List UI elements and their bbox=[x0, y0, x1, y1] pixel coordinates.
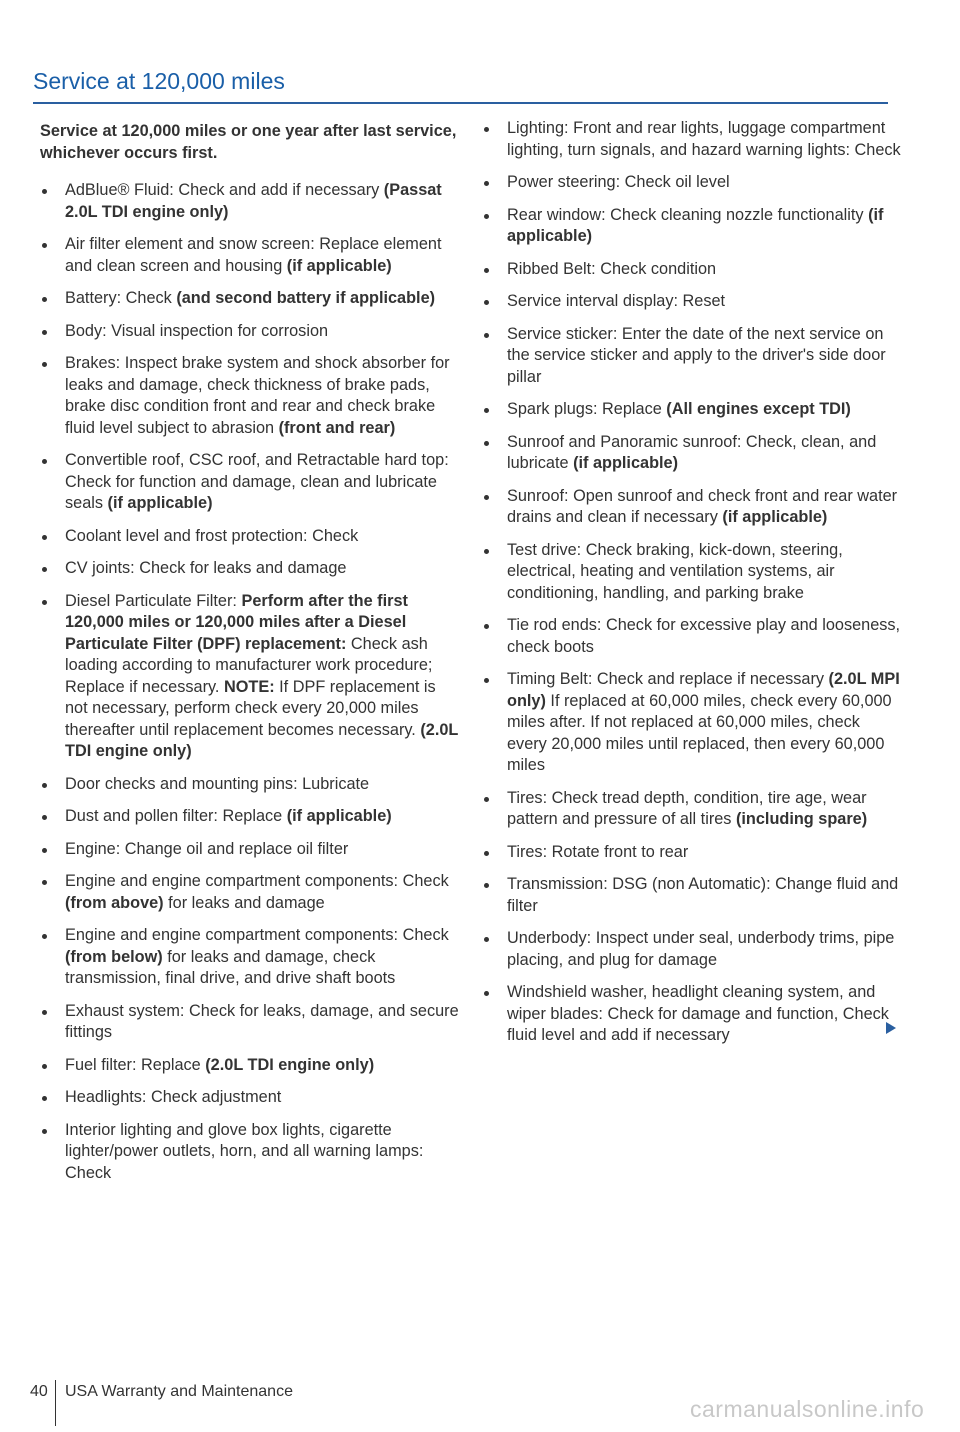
item-text: Coolant level and frost protection: Check bbox=[65, 526, 359, 545]
right-column bbox=[482, 118, 904, 1058]
title-divider bbox=[33, 102, 888, 104]
item-text: Fuel filter: Replace bbox=[65, 1055, 206, 1074]
item-emphasis: (if applicable) bbox=[286, 807, 392, 825]
item-text: Interior lighting and glove box lights, cigarette lighter/power outlets, horn, and all warning lamps: Check bbox=[65, 1120, 424, 1182]
checklist-item bbox=[482, 324, 904, 389]
item-text: Tires: Rotate front to rear bbox=[507, 842, 689, 861]
checklist-item bbox=[482, 982, 904, 1047]
continue-arrow-icon bbox=[886, 1022, 896, 1034]
item-text: Battery: Check bbox=[65, 289, 177, 307]
item-text: Sunroof and Panoramic sunroof: Check, clean, and lubricate bbox=[507, 432, 877, 472]
item-text: Ribbed Belt: Check condition bbox=[507, 259, 717, 278]
checklist-item bbox=[40, 321, 462, 343]
checklist-item bbox=[40, 806, 462, 828]
item-text: Sunroof: Open sunroof and check front and rear water drains and clean if necessary bbox=[507, 486, 898, 526]
item-emphasis: (All engines except TDI) bbox=[666, 400, 851, 418]
page-title: Service at 120,000 miles bbox=[33, 68, 285, 94]
item-text: If DPF replacement is not necessary, perform check every 20,000 miles thereafter until replacement becomes necessary. bbox=[65, 677, 436, 739]
item-text: Rear window: Check cleaning nozzle functionality bbox=[507, 205, 869, 224]
item-text: Engine: Change oil and replace oil filter bbox=[65, 839, 349, 858]
checklist-item bbox=[482, 399, 904, 421]
checklist-item bbox=[482, 259, 904, 281]
checklist-item bbox=[482, 118, 904, 161]
item-emphasis: (if applicable) bbox=[286, 256, 392, 275]
item-text: Engine and engine compartment components: Check bbox=[65, 872, 449, 890]
right-item-list bbox=[482, 118, 904, 1047]
item-text: Dust and pollen filter: Replace bbox=[65, 807, 287, 825]
checklist-item bbox=[40, 774, 462, 796]
item-emphasis: (if applicable) bbox=[722, 508, 828, 526]
checklist-item bbox=[40, 288, 462, 310]
item-emphasis: (if applicable) bbox=[573, 454, 679, 472]
item-text: Tires: Check tread depth, condition, tire age, wear pattern and pressure of all tires bbox=[507, 788, 867, 828]
item-text: Diesel Particulate Filter: bbox=[65, 591, 242, 610]
checklist-item bbox=[40, 871, 462, 914]
checklist-item bbox=[482, 432, 904, 475]
item-text: for leaks and damage bbox=[163, 893, 325, 912]
item-emphasis: NOTE: bbox=[223, 677, 275, 696]
footer-divider bbox=[55, 1380, 56, 1426]
item-emphasis: (2.0L MPI only) bbox=[507, 670, 900, 710]
item-text: AdBlue® Fluid: Check and add if necessary bbox=[65, 181, 384, 199]
page-number: 40 bbox=[30, 1383, 48, 1400]
checklist-item bbox=[482, 540, 904, 605]
checklist-item bbox=[482, 874, 904, 917]
item-text: Brakes: Inspect brake system and shock absorber for leaks and damage, check thickness of brake pads, brake disc condition front and rear and check brake fluid level subject to abrasion bbox=[65, 354, 450, 437]
footer-title: USA Warranty and Maintenance bbox=[65, 1383, 293, 1400]
checklist-item bbox=[482, 172, 904, 194]
item-emphasis: (and second battery if applicable) bbox=[176, 289, 436, 307]
item-text: CV joints: Check for leaks and damage bbox=[65, 559, 347, 577]
checklist-item bbox=[482, 928, 904, 971]
checklist-item bbox=[40, 526, 462, 548]
item-text: Air filter element and snow screen: Replace element and clean screen and housing bbox=[65, 235, 442, 275]
checklist-item bbox=[40, 558, 462, 580]
checklist-item bbox=[40, 1055, 462, 1077]
checklist-item bbox=[40, 839, 462, 861]
item-emphasis: (if applicable) bbox=[107, 494, 213, 512]
item-emphasis: Perform after the first 120,000 miles or 120,000 miles after a Diesel Particulate Filter (DPF) replacement: bbox=[65, 591, 408, 653]
checklist-item bbox=[40, 353, 462, 439]
item-text: Windshield washer, headlight cleaning system, and wiper blades: Check for damage and function, Check fluid level and add if necessary bbox=[507, 983, 889, 1044]
item-text: Test drive: Check braking, kick-down, steering, electrical, heating and ventilation systems, air conditioning, handling, and parking brake bbox=[507, 540, 843, 602]
item-text: Underbody: Inspect under seal, underbody trims, pipe placing, and plug for damage bbox=[507, 929, 895, 969]
item-text: Service sticker: Enter the date of the next service on the service sticker and apply to the driver's side door pillar bbox=[507, 324, 886, 386]
checklist-item bbox=[482, 205, 904, 248]
checklist-item bbox=[40, 450, 462, 515]
item-text: for leaks and damage, check transmission, final drive, and drive shaft boots bbox=[65, 947, 396, 987]
checklist-item bbox=[40, 180, 462, 223]
item-emphasis: (2.0L TDI engine only) bbox=[65, 720, 459, 760]
item-text: Timing Belt: Check and replace if necessary bbox=[507, 670, 829, 688]
item-text: Tie rod ends: Check for excessive play and looseness, check boots bbox=[507, 616, 901, 656]
item-text: Engine and engine compartment components: Check bbox=[65, 926, 449, 944]
checklist-item bbox=[482, 291, 904, 313]
checklist-item bbox=[482, 842, 904, 864]
item-emphasis: (from below) bbox=[65, 947, 163, 966]
checklist-item bbox=[40, 591, 462, 763]
checklist-item bbox=[482, 669, 904, 777]
item-text: Lighting: Front and rear lights, luggage compartment lighting, turn signals, and hazard warning lights: Check bbox=[507, 119, 901, 159]
checklist-item bbox=[482, 615, 904, 658]
item-emphasis: (including spare) bbox=[735, 810, 868, 828]
watermark: carmanualsonline.info bbox=[690, 1396, 925, 1422]
item-text: Convertible roof, CSC roof, and Retractable hard top: Check for function and damage, clean and lubricate seals bbox=[65, 451, 449, 512]
item-text: Door checks and mounting pins: Lubricate bbox=[65, 774, 370, 793]
left-column bbox=[40, 118, 462, 1195]
item-emphasis: (from above) bbox=[65, 893, 164, 912]
item-text: Headlights: Check adjustment bbox=[65, 1088, 282, 1106]
item-text: If replaced at 60,000 miles, check every 60,000 miles after. If not replaced at 60,000 miles, check every 20,000 miles until replaced, then every 60,000 miles bbox=[507, 691, 892, 774]
left-item-list bbox=[40, 180, 462, 1184]
item-text: Exhaust system: Check for leaks, damage, and secure fittings bbox=[65, 1001, 459, 1041]
item-text: Check ash loading according to manufacturer work procedure; Replace if necessary. bbox=[65, 634, 433, 696]
item-emphasis: (2.0L TDI engine only) bbox=[205, 1055, 375, 1074]
checklist-item bbox=[40, 1120, 462, 1185]
checklist-item bbox=[40, 925, 462, 990]
intro-heading: Service at 120,000 miles or one year after last service, whichever occurs first. bbox=[40, 122, 457, 162]
item-emphasis: (if applicable) bbox=[507, 205, 884, 245]
checklist-item bbox=[40, 234, 462, 277]
item-text: Spark plugs: Replace bbox=[507, 400, 667, 418]
item-text: Power steering: Check oil level bbox=[507, 173, 730, 191]
item-text: Body: Visual inspection for corrosion bbox=[65, 321, 329, 340]
checklist-item bbox=[482, 486, 904, 529]
checklist-item bbox=[482, 788, 904, 831]
item-text: Service interval display: Reset bbox=[507, 292, 726, 310]
checklist-item bbox=[40, 1001, 462, 1044]
checklist-item bbox=[40, 1087, 462, 1109]
item-emphasis: (front and rear) bbox=[278, 418, 396, 437]
item-emphasis: (Passat 2.0L TDI engine only) bbox=[65, 181, 442, 221]
item-text: Transmission: DSG (non Automatic): Change fluid and filter bbox=[507, 875, 899, 915]
